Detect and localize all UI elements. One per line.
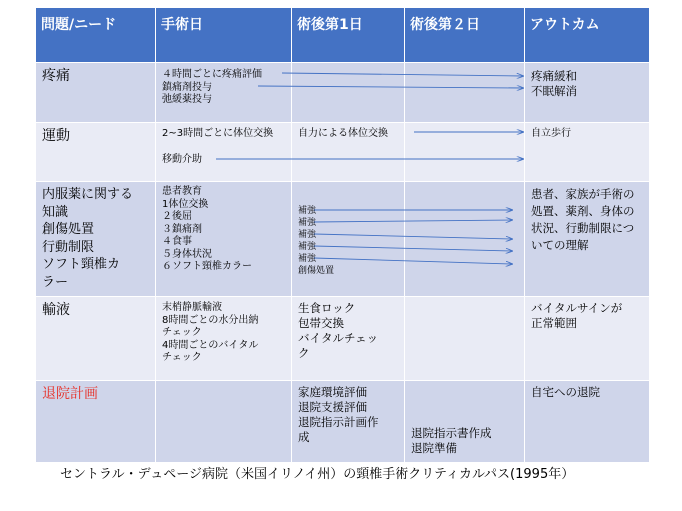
table-row-motion	[36, 123, 650, 182]
discharge-day1-2: 退院支援評価	[298, 400, 367, 414]
outcome-knowledge	[525, 182, 650, 297]
figure-caption: セントラル・デュページ病院（米国イリノイ州）の頸椎手術クリティカルパス(1995年）	[60, 467, 575, 482]
header-outcome: アウトカム	[525, 8, 650, 63]
infusion-day1-2: 包帯交換	[298, 316, 344, 330]
pain-task-1: ４時間ごとに疼痛評価	[162, 69, 262, 80]
knowledge-task-5: ４食事	[162, 236, 192, 247]
header-problem: 問題/ニード	[36, 8, 156, 63]
discharge-day1-4: 成	[298, 430, 310, 444]
motion-task-1: 2~3時間ごとに体位交換	[162, 128, 274, 139]
table-row-knowledge	[36, 182, 650, 297]
problem-motion: 運動	[36, 123, 156, 182]
wound-care: 創傷処置	[298, 266, 335, 276]
surgery-pain	[156, 63, 292, 123]
knowledge-task-3: ２後屈	[162, 211, 192, 222]
knowledge-problem-3: 創傷処置	[42, 222, 95, 237]
day1-knowledge	[292, 182, 405, 297]
infusion-task-1: 末梢静脈輸液	[162, 302, 222, 313]
knowledge-task-2: 1体位交換	[162, 198, 209, 210]
table-row-pain	[36, 63, 650, 123]
discharge-day2-1: 退院指示書作成	[411, 426, 492, 440]
infusion-day1-1: 生食ロック	[298, 301, 356, 315]
reinforce-4: 補強	[298, 242, 317, 252]
day1-infusion	[292, 297, 405, 381]
infusion-task-4: 4時間ごとのバイタル	[162, 339, 259, 351]
problem-infusion: 輸液	[36, 297, 156, 381]
discharge-day1-3: 退院指示計画作	[298, 415, 379, 429]
day1-motion: 自力による体位交換	[292, 123, 405, 182]
motion-task-2: 移動介助	[162, 153, 202, 165]
discharge-day2-2: 退院準備	[411, 441, 457, 455]
outcome-pain	[525, 63, 650, 123]
infusion-outcome-1: バイタルサインが	[531, 301, 623, 315]
knowledge-outcome: 患者、家族が手術の処置、薬剤、身体の状況、行動制限についての理解	[531, 187, 635, 252]
surgery-discharge	[156, 381, 292, 463]
table-header-row	[36, 8, 650, 63]
knowledge-problem-5: ソフト頸椎カ	[42, 257, 121, 272]
knowledge-problem-6: ラー	[42, 274, 69, 290]
infusion-task-3: チェック	[162, 327, 202, 338]
surgery-knowledge	[156, 182, 292, 297]
pain-outcome-2: 不眠解消	[531, 84, 577, 98]
knowledge-problem-1: 内服薬に関する	[42, 187, 134, 202]
surgery-motion	[156, 123, 292, 182]
header-postop-day1: 術後第1日	[292, 8, 405, 63]
reinforce-2: 補強	[298, 218, 317, 228]
header-surgery-day: 手術日	[156, 8, 292, 63]
infusion-task-2: 8時間ごとの水分出納	[162, 314, 259, 326]
knowledge-task-6: ５身体状況	[162, 248, 212, 260]
problem-pain: 疼痛	[36, 63, 156, 123]
day1-discharge	[292, 381, 405, 463]
outcome-motion: 自立歩行	[525, 123, 650, 182]
problem-knowledge	[36, 182, 156, 297]
outcome-discharge: 自宅への退院	[525, 381, 650, 463]
outcome-infusion	[525, 297, 650, 381]
infusion-outcome-2: 正常範囲	[531, 316, 577, 330]
day2-pain	[405, 63, 525, 123]
pain-outcome-1: 疼痛緩和	[531, 69, 577, 83]
day2-discharge	[405, 381, 525, 463]
reinforce-1: 補強	[298, 206, 317, 216]
knowledge-problem-4: 行動制限	[42, 239, 95, 255]
day1-pain	[292, 63, 405, 123]
surgery-infusion	[156, 297, 292, 381]
knowledge-task-7: ６ソフト頸椎カラー	[162, 261, 252, 272]
infusion-day1-3: バイタルチェッ	[298, 331, 379, 345]
pain-task-2: 鎮痛剤投与	[162, 81, 212, 93]
header-postop-day2: 術後第２日	[405, 8, 525, 63]
knowledge-problem-2: 知識	[42, 204, 69, 220]
knowledge-task-1: 患者教育	[162, 186, 202, 197]
problem-discharge: 退院計画	[36, 381, 156, 463]
reinforce-3: 補強	[298, 230, 317, 240]
table-row-discharge	[36, 381, 650, 463]
infusion-task-5: チェック	[162, 352, 202, 363]
infusion-day1-4: ク	[298, 346, 310, 360]
knowledge-task-4: ３鎮痛剤	[162, 223, 202, 235]
reinforce-5: 補強	[298, 254, 317, 264]
pain-task-3: 弛緩薬投与	[162, 94, 212, 105]
discharge-day1-1: 家庭環境評価	[298, 385, 367, 399]
day2-motion	[405, 123, 525, 182]
day2-infusion	[405, 297, 525, 381]
table-row-infusion	[36, 297, 650, 381]
day2-knowledge	[405, 182, 525, 297]
